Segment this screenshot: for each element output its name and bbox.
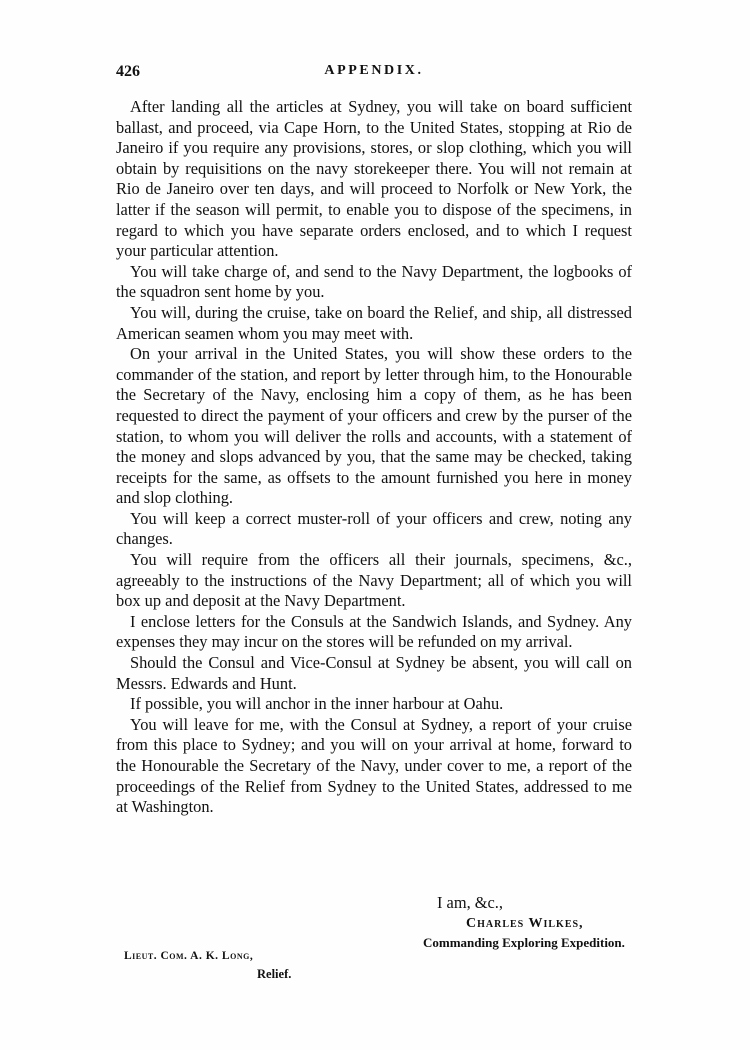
paragraph: On your arrival in the United States, you will show these orders to the commander of the station, and report by letter through him, to the Honourable the Secretary of the Navy, enclosing him a copy of them, as he has been requested to direct the payment of your officers and crew by the purser of the station, to whom you will deliver the rolls and accounts, with a statement of the money and slops advanced by you, that the same may be checked, taking receipts for the same, as offsets to the amount furnished you here in money and slop clothing. <box>116 344 632 508</box>
paragraph: You will keep a correct muster-roll of your officers and crew, noting any changes. <box>116 508 632 549</box>
paragraph: I enclose letters for the Consuls at the Sandwich Islands, and Sydney. Any expenses they may incur on the stores will be refunded on my arrival. <box>116 611 632 652</box>
letter-body <box>116 97 632 818</box>
signature: Charles Wilkes, <box>466 916 584 931</box>
paragraph: You will, during the cruise, take on board the Relief, and ship, all distressed American seamen whom you may meet with. <box>116 302 632 343</box>
paragraph: Should the Consul and Vice-Consul at Sydney be absent, you will call on Messrs. Edwards and Hunt. <box>116 653 632 693</box>
page-number: 426 <box>116 63 140 80</box>
page-header <box>116 63 632 85</box>
addressee-ship: Relief. <box>257 967 292 981</box>
paragraph: You will require from the officers all their journals, specimens, &c., agreeably to the instructions of the Navy Department; all of which you will box up and deposit at the Navy Department. <box>116 550 632 611</box>
signer-title: Commanding Exploring Expedition. <box>423 935 625 950</box>
paragraph: You will take charge of, and send to the Navy Department, the logbooks of the squadron sent home by you. <box>116 261 632 302</box>
addressee-name: Lieut. Com. A. K. Long, <box>124 950 254 962</box>
paragraph: You will leave for me, with the Consul at Sydney, a report of your cruise from this place to Sydney; and you will on your arrival at home, forward to the Honourable the Secretary of the Navy, under cover to me, a report of the proceedings of the Relief from Sydney to the United States, addressed to me at Washington. <box>116 714 632 817</box>
paragraph: If possible, you will anchor in the inner harbour at Oahu. <box>130 694 504 714</box>
running-head: APPENDIX. <box>324 63 424 78</box>
complimentary-close: I am, &c., <box>437 893 503 912</box>
paragraph: After landing all the articles at Sydney, you will take on board sufficient ballast, and proceed, via Cape Horn, to the United States, stopping at Rio de Janeiro if you require any provisions, stores, or slop clothing, which you will obtain by requisitions on the navy storekeeper there. You will not remain at Rio de Janeiro over ten days, and will proceed to Norfolk or New York, the latter if the season will permit, to enable you to dispose of the specimens, in regard to which you have separate orders enclosed, and to which I request your particular attention. <box>116 97 632 261</box>
